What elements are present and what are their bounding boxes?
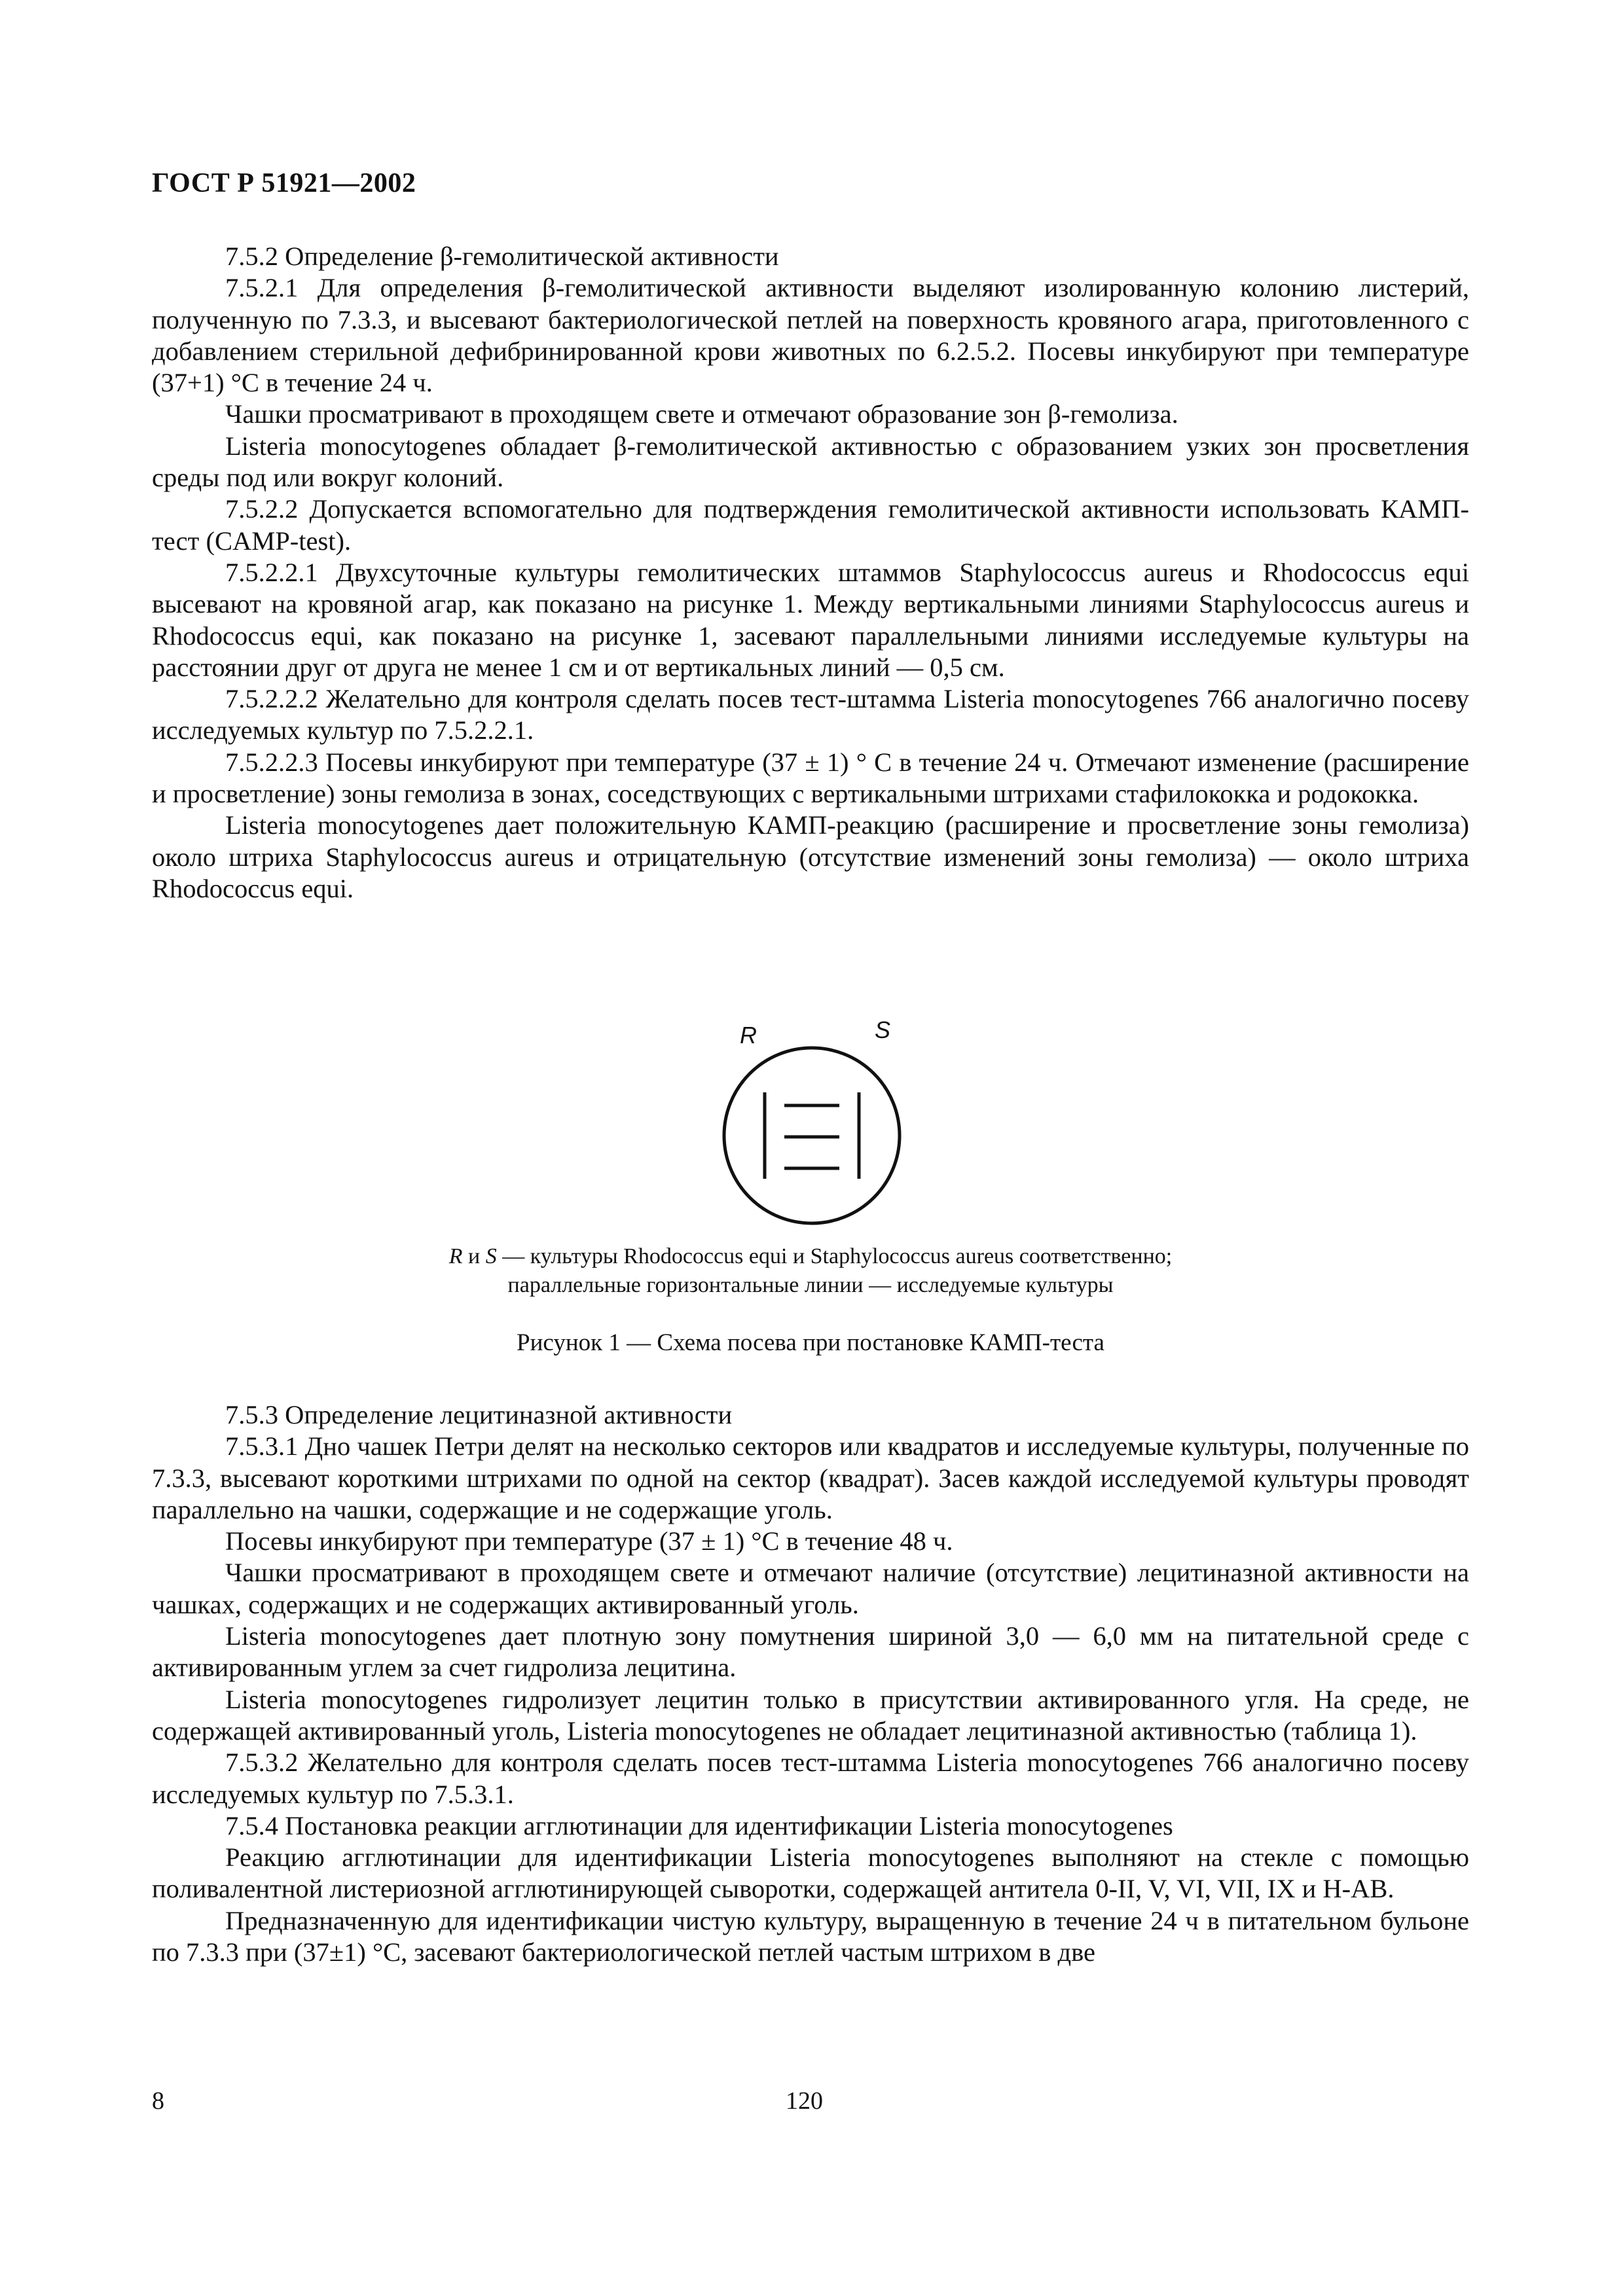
paragraph: 7.5.4 Постановка реакции агглютинации для идентификации Listeria monocytogenes bbox=[225, 1810, 1173, 1840]
document-header: ГОСТ Р 51921—2002 bbox=[152, 168, 416, 198]
paragraph: 7.5.2.2.2 Желательно для контроля сделать посев тест-штамма Listeria monocytogenes 766 аналогично посеву исследуемых культур по 7.5.2.2.1. bbox=[152, 684, 1469, 745]
legend-and: и bbox=[462, 1244, 486, 1268]
paragraph: 7.5.2.2.3 Посевы инкубируют при температуре (37 ± 1) ° С в течение 24 ч. Отмечают изменение (расширение и просветление) зоны гемолиза в зонах, соседствующих с вертикальными штрихами стафилококка и родококка. bbox=[152, 747, 1469, 809]
legend-s: S bbox=[485, 1244, 497, 1268]
petri-dish-diagram bbox=[714, 1024, 910, 1227]
text-block-bottom bbox=[152, 1399, 1469, 1968]
paragraph: Чашки просматривают в проходящем свете и отмечают наличие (отсутствие) лецитиназной активности на чашках, содержащих и не содержащих активированный уголь. bbox=[152, 1558, 1469, 1619]
figure-label-s: S bbox=[875, 1016, 891, 1043]
sheet-number: 120 bbox=[786, 2087, 823, 2115]
paragraph: Listeria monocytogenes гидролизует лецитин только в присутствии активированного угля. На среде, не содержащей активированный уголь, Listeria monocytogenes не обладает лецитиназной активностью (таблица 1). bbox=[152, 1684, 1469, 1746]
paragraph: Предназначенную для идентификации чистую культуру, выращенную в течение 24 ч в питательном бульоне по 7.3.3 при (37±1) °С, засевают бактериологической петлей частым штрихом в две bbox=[152, 1905, 1469, 1967]
paragraph: 7.5.2.2.1 Двухсуточные культуры гемолитических штаммов Staphylococcus aureus и Rhodococcus equi высевают на кровяной агар, как показано на рисунке 1. Между вертикальными линиями Staphylococcus aureus и Rhodococcus equi, как показано на рисунке 1, засевают параллельными линиями исследуемые культуры на расстоянии друг от друга не менее 1 см и от вертикальных линий — 0,5 см. bbox=[152, 557, 1469, 682]
paragraph: Чашки просматривают в проходящем свете и отмечают образование зон β-гемолиза. bbox=[225, 399, 1178, 429]
paragraph: Посевы инкубируют при температуре (37 ± 1) °С в течение 48 ч. bbox=[225, 1526, 953, 1556]
paragraph: 7.5.3.2 Желательно для контроля сделать посев тест-штамма Listeria monocytogenes 766 аналогично посеву исследуемых культур по 7.5.3.1. bbox=[152, 1748, 1469, 1809]
paragraph: 7.5.3.1 Дно чашек Петри делят на несколько секторов или квадратов и исследуемые культуры, полученные по 7.3.3, высевают короткими штрихами по одной на сектор (квадрат). Засев каждой исследуемой культуры проводят параллельно на чашки, содержащие и не содержащие уголь. bbox=[152, 1431, 1469, 1524]
paragraph: 7.5.3 Определение лецитиназной активности bbox=[225, 1400, 733, 1429]
paragraph: Listeria monocytogenes дает положительную КАМП-реакцию (расширение и просветление зоны гемолиза) около штриха Staphylococcus aureus и отрицательную (отсутствие изменений зоны гемолиза) — около штриха Rhodococcus equi. bbox=[152, 810, 1469, 903]
paragraph: Listeria monocytogenes обладает β-гемолитической активностью с образованием узких зон просветления среды под или вокруг колоний. bbox=[152, 431, 1469, 493]
figure-label-r: R bbox=[740, 1022, 757, 1049]
text-block-top bbox=[152, 241, 1469, 905]
paragraph: 7.5.2.1 Для определения β-гемолитической активности выделяют изолированную колонию листерий, полученную по 7.3.3, и высевают бактериологической петлей на поверхность кровяного агара, приготовленного с добавлением стерильной дефибринированной крови животных по 6.2.5.2. Посевы инкубируют при температуре (37+1) °С в течение 24 ч. bbox=[152, 273, 1469, 398]
paragraph: 7.5.2.2 Допускается вспомогательно для подтверждения гемолитической активности использовать КАМП-тест (CAMP-test). bbox=[152, 494, 1469, 556]
legend-r: R bbox=[448, 1244, 463, 1268]
figure-legend-line-1 bbox=[152, 1242, 1469, 1271]
paragraph: Реакцию агглютинации для идентификации Listeria monocytogenes выполняют на стекле с помощью поливалентной листериозной агглютинирующей сыворотки, содержащей антитела 0-II, V, VI, VII, IX и H-AB. bbox=[152, 1842, 1469, 1904]
figure-legend bbox=[152, 1242, 1469, 1300]
figure-title: Рисунок 1 — Схема посева при постановке КАМП-теста bbox=[517, 1329, 1104, 1356]
page-number: 8 bbox=[152, 2087, 164, 2115]
paragraph: Listeria monocytogenes дает плотную зону помутнения шириной 3,0 — 6,0 мм на питательной среде с активированным углем за счет гидролиза лецитина. bbox=[152, 1621, 1469, 1683]
petri-dish-figure bbox=[714, 1016, 910, 1227]
legend-rest: — культуры Rhodococcus equi и Staphylococcus aureus соответственно; bbox=[496, 1244, 1173, 1268]
paragraph: 7.5.2 Определение β-гемолитической активности bbox=[225, 242, 779, 271]
figure-legend-line-2: параллельные горизонтальные линии — исследуемые культуры bbox=[507, 1273, 1114, 1297]
